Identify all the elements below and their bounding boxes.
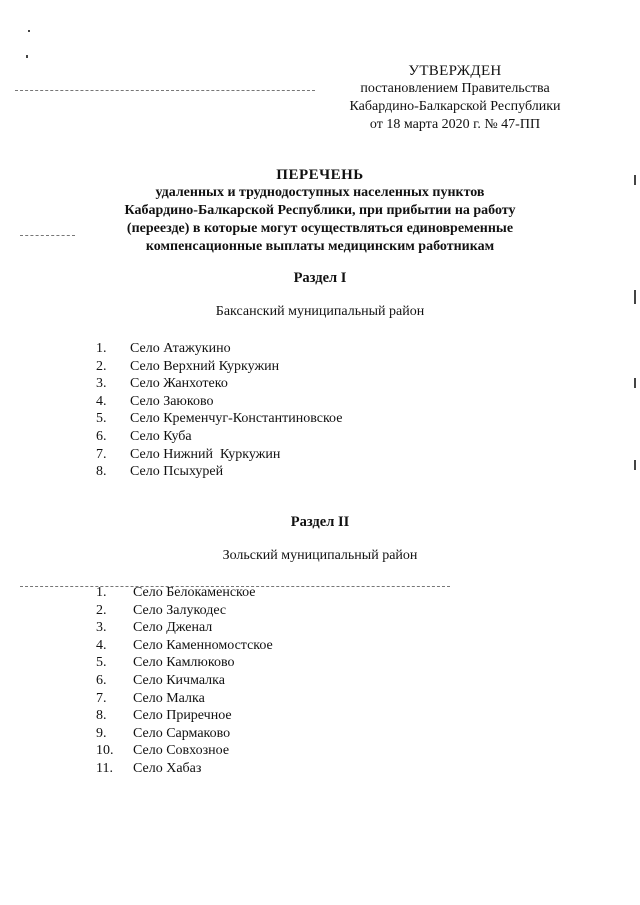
scan-line bbox=[15, 90, 315, 91]
village-name: Село Верхний Куркужин bbox=[130, 358, 280, 374]
title-line: Кабардино-Балкарской Республики, при прибытии на работу bbox=[124, 203, 516, 218]
item-number: 8. bbox=[96, 464, 107, 480]
item-number: 2. bbox=[96, 602, 107, 618]
village-name: Село Камлюково bbox=[133, 655, 235, 671]
village-list bbox=[96, 340, 342, 481]
list-item bbox=[96, 340, 342, 358]
village-name: Село Залукодес bbox=[133, 602, 227, 618]
village-list bbox=[96, 584, 273, 778]
list-item bbox=[96, 602, 273, 620]
list-item bbox=[96, 725, 273, 743]
scan-speck bbox=[634, 290, 636, 304]
item-number: 3. bbox=[96, 376, 107, 392]
scan-speck bbox=[28, 30, 30, 32]
village-name: Село Псыхурей bbox=[130, 464, 224, 480]
list-item bbox=[96, 637, 273, 655]
village-name: Село Малка bbox=[133, 690, 205, 706]
item-number: 1. bbox=[96, 341, 107, 356]
item-number: 6. bbox=[96, 428, 107, 444]
list-item bbox=[96, 707, 273, 725]
item-number: 7. bbox=[96, 690, 107, 706]
village-name: Село Нижний Куркужин bbox=[130, 446, 281, 462]
approval-line: постановлением Правительства bbox=[360, 81, 550, 96]
village-name: Село Приречное bbox=[133, 708, 232, 724]
approval-line: Кабардино-Балкарской Республики bbox=[349, 99, 561, 114]
list-item bbox=[96, 619, 273, 637]
item-number: 4. bbox=[96, 393, 107, 409]
item-number: 7. bbox=[96, 446, 107, 462]
item-number: 5. bbox=[96, 655, 107, 671]
list-item bbox=[96, 584, 273, 602]
item-number: 10. bbox=[96, 743, 114, 759]
list-item bbox=[96, 690, 273, 708]
village-name: Село Белокаменское bbox=[133, 585, 256, 600]
approval-block bbox=[320, 62, 590, 134]
item-number: 2. bbox=[96, 358, 107, 374]
item-number: 3. bbox=[96, 620, 107, 636]
item-number: 6. bbox=[96, 672, 107, 688]
item-number: 5. bbox=[96, 411, 107, 427]
list-item bbox=[96, 393, 342, 411]
village-name: Село Кременчуг-Константиновское bbox=[130, 411, 343, 427]
village-name: Село Атажукино bbox=[130, 341, 231, 356]
village-name: Село Жанхотеко bbox=[130, 376, 228, 392]
scan-speck bbox=[634, 460, 636, 470]
list-item bbox=[96, 760, 273, 778]
list-item bbox=[96, 428, 342, 446]
list-item bbox=[96, 446, 342, 464]
approved-label: УТВЕРЖДЕН bbox=[408, 63, 502, 79]
scan-speck bbox=[634, 378, 636, 388]
title-line: удаленных и труднодоступных населенных пунктов bbox=[155, 185, 485, 200]
village-name: Село Каменномостское bbox=[133, 637, 273, 653]
district-name: Зольский муниципальный район bbox=[222, 548, 418, 563]
list-item bbox=[96, 463, 342, 481]
list-item bbox=[96, 672, 273, 690]
district-name: Баксанский муниципальный район bbox=[215, 304, 425, 319]
document-title bbox=[60, 166, 580, 256]
list-item bbox=[96, 654, 273, 672]
list-item bbox=[96, 375, 342, 393]
list-item bbox=[96, 742, 273, 760]
item-number: 4. bbox=[96, 637, 107, 653]
item-number: 8. bbox=[96, 708, 107, 724]
title-main: ПЕРЕЧЕНЬ bbox=[276, 167, 364, 183]
list-item bbox=[96, 410, 342, 428]
village-name: Село Сармаково bbox=[133, 725, 231, 741]
section-heading: Раздел II bbox=[290, 514, 350, 530]
item-number: 11. bbox=[96, 760, 113, 776]
village-name: Село Хабаз bbox=[133, 760, 202, 776]
approval-line: от 18 марта 2020 г. № 47-ПП bbox=[369, 117, 541, 132]
item-number: 9. bbox=[96, 725, 107, 741]
village-name: Село Заюково bbox=[130, 393, 214, 409]
title-line: компенсационные выплаты медицинским работникам bbox=[145, 239, 495, 254]
title-line: (переезде) в которые могут осуществляться единовременные bbox=[126, 221, 514, 236]
scan-speck bbox=[26, 55, 28, 58]
list-item bbox=[96, 358, 342, 376]
scan-speck bbox=[634, 175, 636, 185]
village-name: Село Дженал bbox=[133, 620, 213, 636]
village-name: Село Куба bbox=[130, 428, 192, 444]
village-name: Село Совхозное bbox=[133, 743, 230, 759]
village-name: Село Кичмалка bbox=[133, 672, 225, 688]
item-number: 1. bbox=[96, 585, 107, 600]
section-heading: Раздел I bbox=[293, 270, 347, 286]
